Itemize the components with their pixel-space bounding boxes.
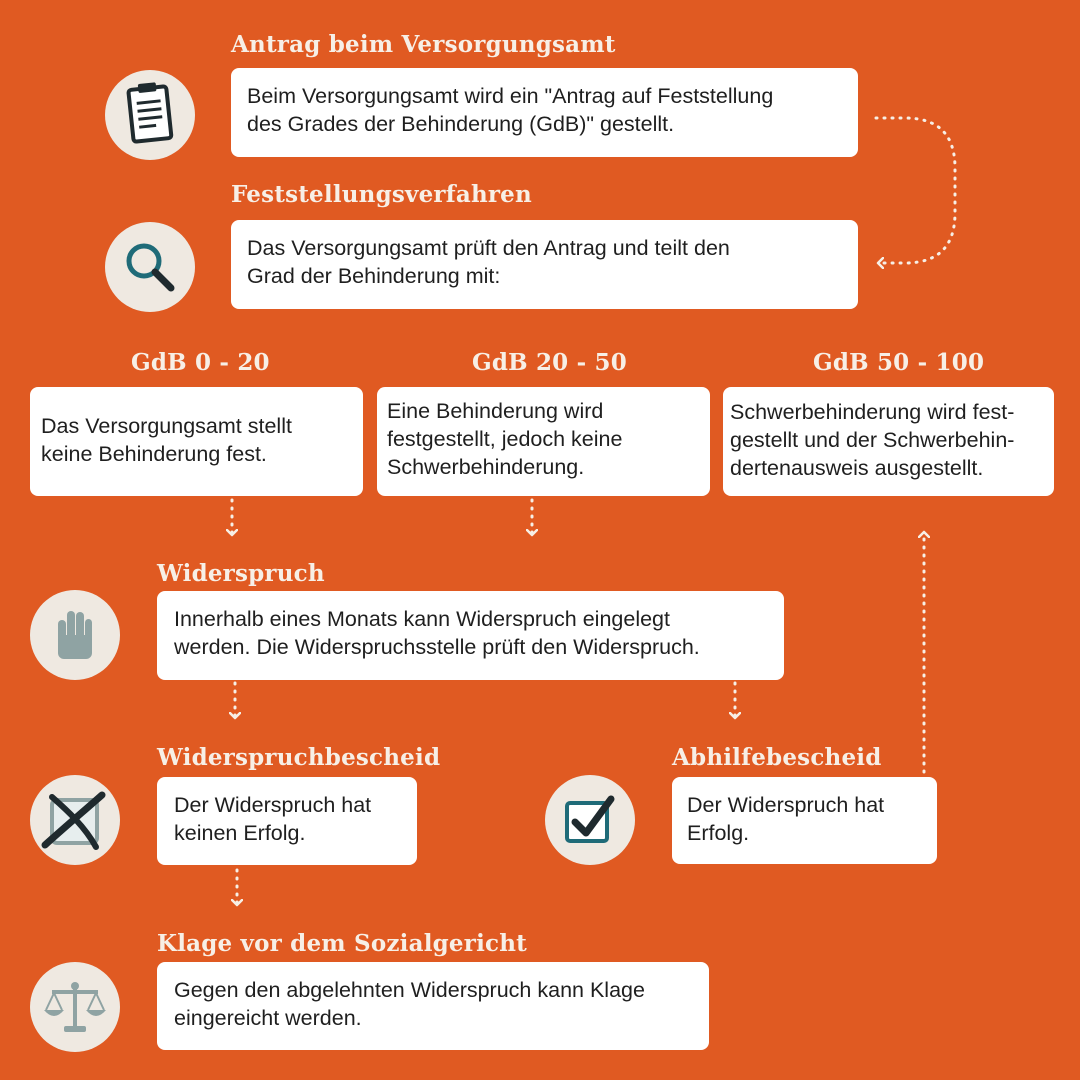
heading-widerspruchbescheid: Widerspruchbescheid (157, 744, 441, 771)
heading-klage: Klage vor dem Sozialgericht (157, 930, 527, 957)
heading-gdb-low: GdB 0 - 20 (131, 349, 270, 376)
magnifier-icon (105, 222, 195, 312)
box-gdb-high (723, 387, 1054, 496)
heading-antrag: Antrag beim Versorgungsamt (231, 31, 616, 58)
heading-abhilfebescheid: Abhilfebescheid (672, 744, 882, 771)
text-gdb-low: Das Versorgungsamt stellt keine Behinderung fest. (41, 414, 292, 466)
text-gdb-mid: Eine Behinderung wird festgestellt, jedoch keine Schwerbehinderung. (387, 399, 623, 479)
text-abhilfebescheid: Der Widerspruch hat Erfolg. (687, 793, 885, 845)
text-feststellung: Das Versorgungsamt prüft den Antrag und teilt den Grad der Behinderung mit: (247, 236, 730, 288)
clipboard-icon (105, 70, 195, 160)
text-gdb-high: Schwerbehinderung wird fest- gestellt und der Schwerbehin- dertenausweis ausgestellt. (730, 400, 1015, 480)
box-feststellung (231, 220, 858, 309)
heading-feststellung: Feststellungsverfahren (231, 181, 532, 208)
box-antrag (231, 68, 858, 157)
heading-widerspruch: Widerspruch (157, 560, 325, 587)
box-gdb-low (30, 387, 363, 496)
box-klage (157, 962, 709, 1050)
box-abhilfebescheid (672, 777, 937, 864)
box-gdb-mid (377, 387, 710, 496)
text-widerspruch: Innerhalb eines Monats kann Widerspruch eingelegt werden. Die Widerspruchsstelle prüft den Widerspruch. (174, 607, 700, 659)
heading-gdb-high: GdB 50 - 100 (813, 349, 985, 376)
text-klage: Gegen den abgelehnten Widerspruch kann Klage eingereicht werden. (174, 978, 645, 1030)
checkmark-icon (545, 775, 635, 865)
heading-gdb-mid: GdB 20 - 50 (472, 349, 627, 376)
raised-hand-icon (30, 590, 120, 680)
text-antrag: Beim Versorgungsamt wird ein "Antrag auf Feststellung des Grades der Behinderung (GdB)" gestellt. (247, 84, 774, 136)
connector-antrag-to-feststellung (876, 118, 955, 263)
x-mark-icon (30, 775, 120, 865)
box-widerspruchbescheid (157, 777, 417, 865)
text-widerspruchbescheid: Der Widerspruch hat keinen Erfolg. (174, 793, 372, 845)
scales-icon (30, 962, 120, 1052)
box-widerspruch (157, 591, 784, 680)
